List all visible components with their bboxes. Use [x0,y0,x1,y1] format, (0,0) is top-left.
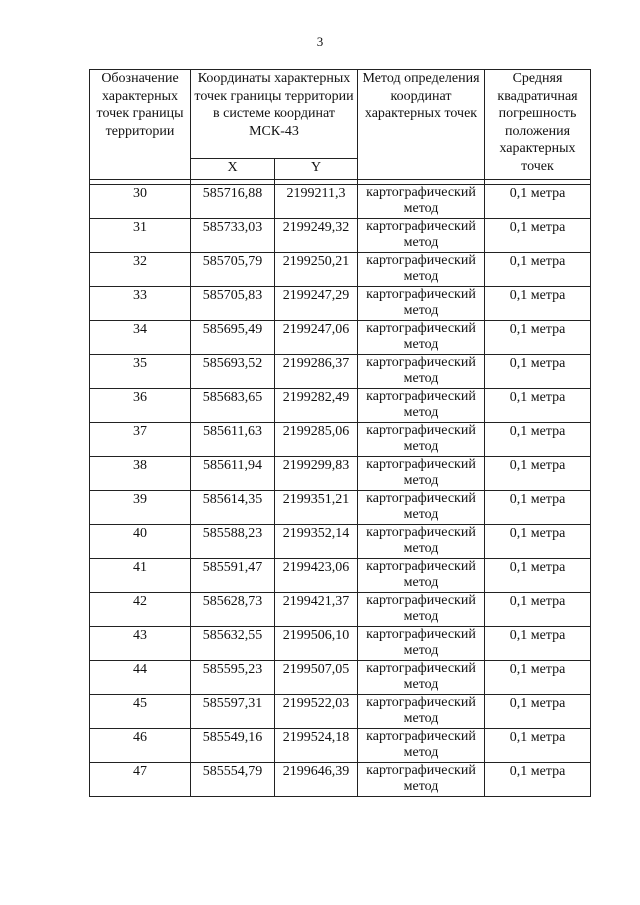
error-cell: 0,1 метра [485,457,591,491]
x-coordinate-cell: 585693,52 [191,355,275,389]
table-row [90,593,591,627]
point-id-cell: 35 [90,355,191,389]
method-cell: картографический метод [358,763,485,797]
x-coordinate-cell: 585549,16 [191,729,275,763]
table-row [90,491,591,525]
x-coordinate-cell: 585611,63 [191,423,275,457]
point-id-cell: 45 [90,695,191,729]
y-coordinate-cell: 2199285,06 [275,423,358,457]
method-cell: картографический метод [358,423,485,457]
table-row [90,525,591,559]
y-coordinate-cell: 2199282,49 [275,389,358,423]
x-coordinate-cell: 585595,23 [191,661,275,695]
error-cell: 0,1 метра [485,525,591,559]
error-cell: 0,1 метра [485,729,591,763]
x-coordinate-cell: 585614,35 [191,491,275,525]
y-coordinate-cell: 2199524,18 [275,729,358,763]
error-cell: 0,1 метра [485,219,591,253]
method-cell: картографический метод [358,593,485,627]
page-number: 3 [316,34,324,49]
y-coordinate-cell: 2199421,37 [275,593,358,627]
table-row [90,185,591,219]
y-coordinate-cell: 2199299,83 [275,457,358,491]
table-row [90,321,591,355]
header-designation: Обозначение характерных точек границы территории [90,70,191,180]
error-cell: 0,1 метра [485,389,591,423]
header-coordinates: Координаты характерных точек границы территории в системе координат МСК-43 [191,70,358,159]
x-coordinate-cell: 585683,65 [191,389,275,423]
table-row [90,559,591,593]
x-coordinate-cell: 585716,88 [191,185,275,219]
y-coordinate-cell: 2199506,10 [275,627,358,661]
table-row [90,253,591,287]
error-cell: 0,1 метра [485,695,591,729]
method-cell: картографический метод [358,287,485,321]
x-coordinate-cell: 585597,31 [191,695,275,729]
error-cell: 0,1 метра [485,423,591,457]
x-coordinate-cell: 585628,73 [191,593,275,627]
table-row [90,389,591,423]
point-id-cell: 33 [90,287,191,321]
method-cell: картографический метод [358,695,485,729]
y-coordinate-cell: 2199250,21 [275,253,358,287]
table-body [90,185,591,797]
x-coordinate-cell: 585588,23 [191,525,275,559]
point-id-cell: 40 [90,525,191,559]
method-cell: картографический метод [358,525,485,559]
point-id-cell: 38 [90,457,191,491]
y-coordinate-cell: 2199646,39 [275,763,358,797]
x-coordinate-cell: 585554,79 [191,763,275,797]
x-coordinate-cell: 585705,83 [191,287,275,321]
error-cell: 0,1 метра [485,661,591,695]
method-cell: картографический метод [358,321,485,355]
point-id-cell: 37 [90,423,191,457]
table-row [90,287,591,321]
point-id-cell: 30 [90,185,191,219]
point-id-cell: 43 [90,627,191,661]
x-coordinate-cell: 585705,79 [191,253,275,287]
method-cell: картографический метод [358,627,485,661]
method-cell: картографический метод [358,355,485,389]
coordinates-table [89,69,591,797]
point-id-cell: 36 [90,389,191,423]
y-coordinate-cell: 2199247,06 [275,321,358,355]
table-row [90,423,591,457]
table-row [90,457,591,491]
table-row [90,627,591,661]
point-id-cell: 31 [90,219,191,253]
error-cell: 0,1 метра [485,627,591,661]
x-coordinate-cell: 585611,94 [191,457,275,491]
error-cell: 0,1 метра [485,287,591,321]
method-cell: картографический метод [358,389,485,423]
table-row [90,661,591,695]
method-cell: картографический метод [358,253,485,287]
x-coordinate-cell: 585591,47 [191,559,275,593]
header-error: Средняя квадратичная погрешность положения характерных точек [485,70,591,180]
method-cell: картографический метод [358,729,485,763]
error-cell: 0,1 метра [485,763,591,797]
header-x: X [191,159,275,180]
method-cell: картографический метод [358,185,485,219]
table-row [90,355,591,389]
y-coordinate-cell: 2199423,06 [275,559,358,593]
method-cell: картографический метод [358,219,485,253]
table-row [90,729,591,763]
y-coordinate-cell: 2199351,21 [275,491,358,525]
error-cell: 0,1 метра [485,559,591,593]
point-id-cell: 44 [90,661,191,695]
table-row [90,219,591,253]
table-row [90,695,591,729]
x-coordinate-cell: 585733,03 [191,219,275,253]
table-row [90,763,591,797]
y-coordinate-cell: 2199211,3 [275,185,358,219]
x-coordinate-cell: 585695,49 [191,321,275,355]
header-y: Y [275,159,358,180]
error-cell: 0,1 метра [485,593,591,627]
method-cell: картографический метод [358,491,485,525]
point-id-cell: 46 [90,729,191,763]
point-id-cell: 34 [90,321,191,355]
method-cell: картографический метод [358,559,485,593]
y-coordinate-cell: 2199249,32 [275,219,358,253]
error-cell: 0,1 метра [485,253,591,287]
error-cell: 0,1 метра [485,321,591,355]
error-cell: 0,1 метра [485,185,591,219]
point-id-cell: 47 [90,763,191,797]
point-id-cell: 39 [90,491,191,525]
point-id-cell: 42 [90,593,191,627]
error-cell: 0,1 метра [485,491,591,525]
error-cell: 0,1 метра [485,355,591,389]
y-coordinate-cell: 2199507,05 [275,661,358,695]
point-id-cell: 32 [90,253,191,287]
x-coordinate-cell: 585632,55 [191,627,275,661]
y-coordinate-cell: 2199352,14 [275,525,358,559]
y-coordinate-cell: 2199247,29 [275,287,358,321]
point-id-cell: 41 [90,559,191,593]
y-coordinate-cell: 2199286,37 [275,355,358,389]
header-method: Метод определения координат характерных точек [358,70,485,180]
method-cell: картографический метод [358,457,485,491]
method-cell: картографический метод [358,661,485,695]
y-coordinate-cell: 2199522,03 [275,695,358,729]
